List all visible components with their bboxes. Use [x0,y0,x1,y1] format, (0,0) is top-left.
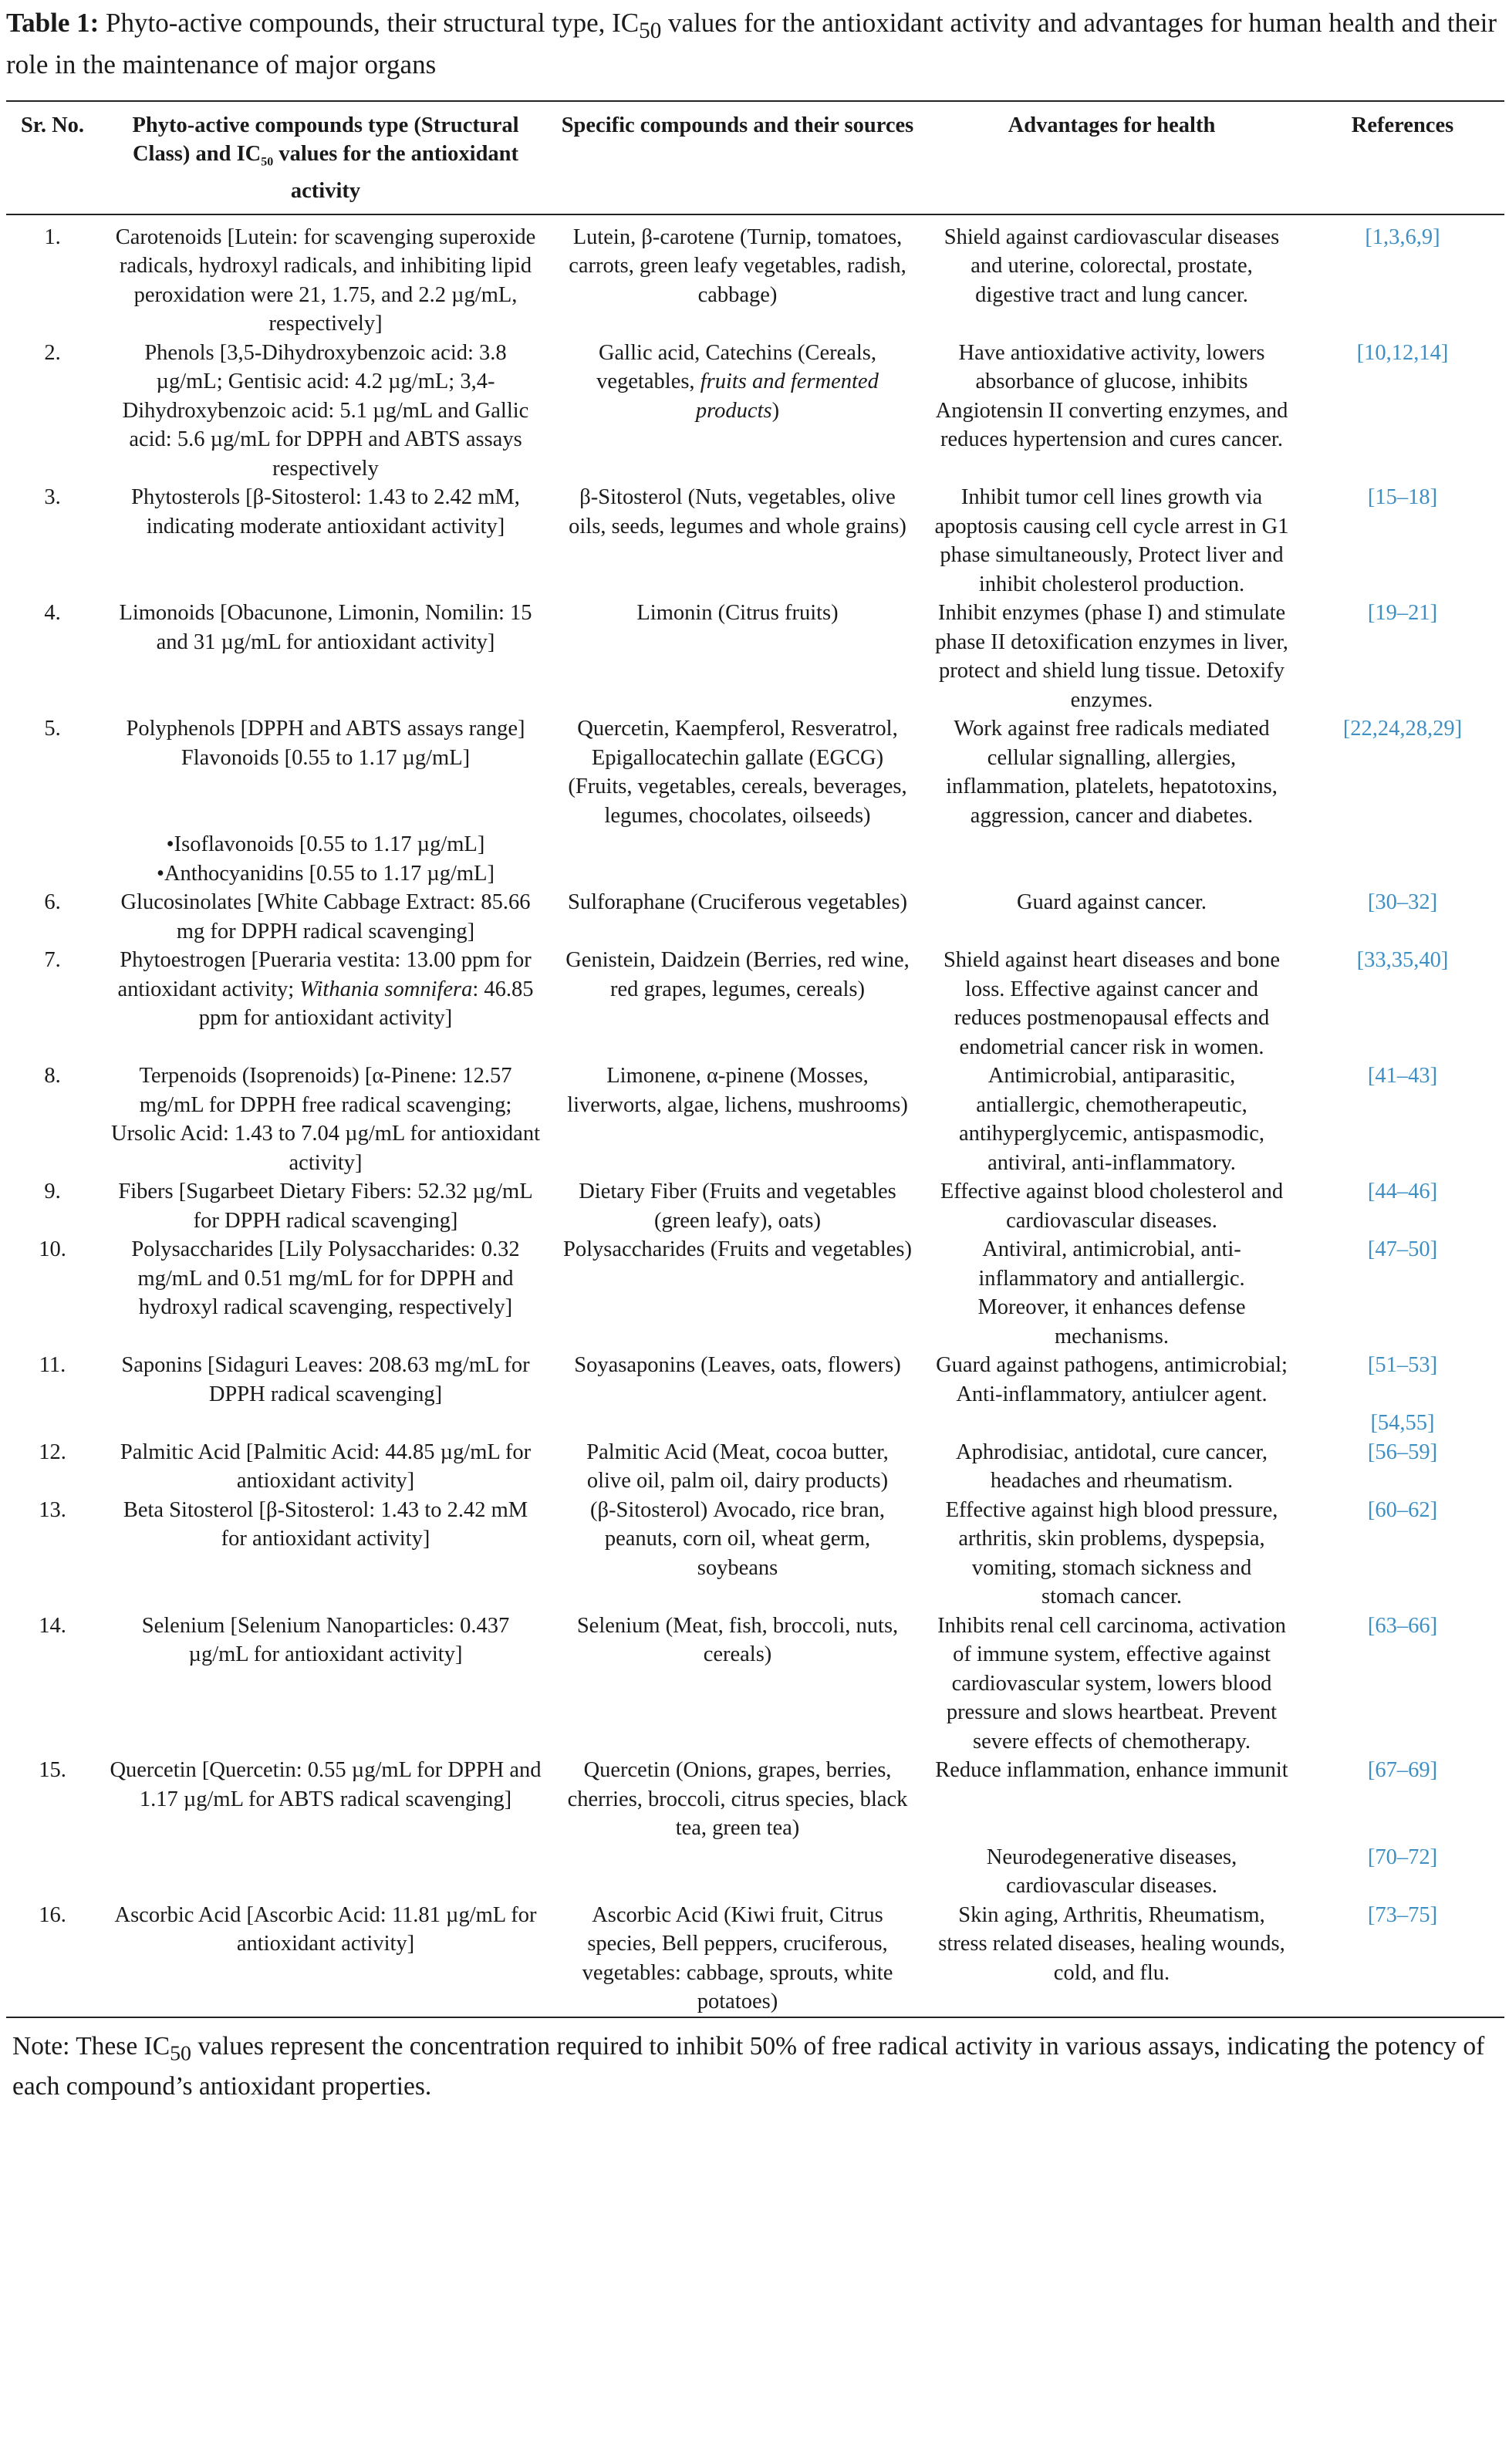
compound-sources: Limonin (Citrus fruits) [636,601,839,626]
references[interactable] [1301,1235,1504,1351]
references[interactable] [1301,339,1504,484]
caption-subscript: 50 [639,19,662,43]
reference-link[interactable]: [60–62] [1367,1497,1438,1522]
sr-no: 14. [39,1613,66,1638]
references[interactable] [1301,214,1504,339]
compounds-table [6,100,1504,2018]
header-advantages: Advantages for health [1008,113,1216,137]
sr-no: 1. [44,224,61,249]
sr-no: 12. [39,1440,66,1464]
compound-sources: Palmitic Acid (Meat, cocoa butter, olive oil, palm oil, dairy products) [586,1440,889,1494]
reference-link[interactable]: [73–75] [1367,1902,1438,1927]
compound-sources: Lutein, β-carotene (Turnip, tomatoes, carrots, green leafy vegetables, radish, cabbage) [569,224,906,307]
compound-type: Terpenoids (Isoprenoids) [α-Pinene: 12.57 mg/mL for DPPH free radical scavenging; Ursolic Acid: 1.43 to 7.04 µg/mL for antioxidant activity] [110,1064,540,1175]
compound-sources: (β-Sitosterol) Avocado, rice bran, peanuts, corn oil, wheat germ, soybeans [590,1497,885,1580]
references[interactable] [1301,599,1504,714]
table-row [6,714,1504,830]
compound-type: Carotenoids [Lutein: for scavenging superoxide radicals, hydroxyl radicals, and inhibiting lipid peroxidation were 21, 1.75, and 2.2 µg/mL, respectively] [115,224,536,336]
health-advantages: Inhibit enzymes (phase I) and stimulate phase II detoxification enzymes in liver, protect and shield lung tissue. Detoxify enzymes. [935,601,1288,712]
sr-no: 15. [39,1758,66,1783]
table-row [6,483,1504,599]
compound-sources: β-Sitosterol (Nuts, vegetables, olive oils, seeds, legumes and whole grains) [569,485,906,538]
table-row [6,1496,1504,1612]
header-sources: Specific compounds and their sources [561,113,914,137]
compound-type: Phytoestrogen [Pueraria vestita: 13.00 ppm for antioxidant activity; Withania somnifera: 46.85 ppm for antioxidant activity] [117,948,534,1031]
compound-type: Phenols [3,5-Dihydroxybenzoic acid: 3.8 µg/mL; Gentisic acid: 4.2 µg/mL; 3,4-Dihydroxybenzoic acid: 5.1 µg/mL and Gallic acid: 5.6 µg/mL for DPPH and ABTS assays respectively [122,340,529,481]
table-header-row [6,101,1504,214]
sr-no: 10. [39,1237,66,1262]
compound-sources: Sulforaphane (Cruciferous vegetables) [568,890,907,915]
compound-type: Ascorbic Acid [Ascorbic Acid: 11.81 µg/mL for antioxidant activity] [114,1902,537,1956]
compound-type: Quercetin [Quercetin: 0.55 µg/mL for DPPH and 1.17 µg/mL for ABTS radical scavenging] [110,1758,542,1811]
health-advantages: Effective against blood cholesterol and cardiovascular diseases. [940,1180,1284,1233]
health-advantages: Shield against cardiovascular diseases and uterine, colorectal, prostate, digestive tract and lung cancer. [944,224,1280,307]
references[interactable] [1301,888,1504,946]
table-row [6,1901,1504,2017]
references[interactable] [1301,1351,1504,1438]
compound-type: Polyphenols [DPPH and ABTS assays range] Flavonoids [0.55 to 1.17 µg/mL] [126,717,525,770]
caption-text-cont: values for the antioxidant activity and advantages for human health and their role in the maintenance of major organs [6,8,1497,80]
reference-link[interactable]: [44–46] [1367,1180,1438,1204]
references[interactable] [1301,946,1504,1062]
table-row [6,1062,1504,1177]
sr-no: 4. [44,601,61,626]
table-row [6,214,1504,339]
reference-link[interactable]: [15–18] [1367,485,1438,510]
table-row-sublist [6,830,1504,888]
health-advantages: Guard against cancer. [1016,890,1207,915]
compound-sources: Dietary Fiber (Fruits and vegetables (green leafy), oats) [579,1180,896,1233]
compound-type: Saponins [Sidaguri Leaves: 208.63 mg/mL for DPPH radical scavenging] [121,1353,530,1406]
references[interactable] [1301,1177,1504,1235]
reference-link[interactable]: [19–21] [1367,601,1438,626]
reference-link[interactable]: [47–50] [1367,1237,1438,1262]
flavonoid-subclasses [99,830,552,888]
sr-no: 8. [44,1064,61,1089]
sr-no: 9. [44,1180,61,1204]
reference-link[interactable]: [1,3,6,9] [1365,224,1440,249]
table-row [6,1351,1504,1438]
reference-link[interactable]: [67–69] [1367,1758,1438,1783]
compound-type: Fibers [Sugarbeet Dietary Fibers: 52.32 µg/mL for DPPH radical scavenging] [118,1180,533,1233]
table-row [6,1612,1504,1757]
reference-link[interactable]: [33,35,40] [1356,948,1449,973]
table-row [6,1177,1504,1235]
compound-type: Selenium [Selenium Nanoparticles: 0.437 µg/mL for antioxidant activity] [141,1613,510,1667]
reference-link[interactable]: [41–43] [1367,1064,1438,1089]
sr-no: 16. [39,1902,66,1927]
health-advantages: Guard against pathogens, antimicrobial; Anti-inflammatory, antiulcer agent. [936,1353,1288,1406]
references[interactable] [1301,483,1504,599]
compound-sources: Gallic acid, Catechins (Cereals, vegetables, fruits and fermented products) [596,340,879,423]
references[interactable] [1301,1756,1504,1901]
table-row [6,888,1504,946]
reference-link[interactable]: [63–66] [1367,1613,1438,1638]
health-advantages: Antiviral, antimicrobial, anti-inflammatory and antiallergic. Moreover, it enhances defense mechanisms. [977,1237,1246,1348]
sr-no: 6. [44,890,61,915]
compound-sources: Quercetin (Onions, grapes, berries, cherries, broccoli, citrus species, black tea, green tea) [567,1758,908,1841]
references[interactable] [1301,1438,1504,1496]
sr-no: 3. [44,485,61,510]
compound-type: Beta Sitosterol [β-Sitosterol: 1.43 to 2.42 mM for antioxidant activity] [123,1497,528,1551]
table-row [6,339,1504,484]
table-caption [6,5,1504,83]
compound-sources: Quercetin, Kaempferol, Resveratrol, Epigallocatechin gallate (EGCG) (Fruits, vegetables, cereals, beverages, legumes, chocolates, oilseeds) [568,717,907,828]
table-row [6,1756,1504,1901]
health-advantages: Skin aging, Arthritis, Rheumatism, stress related diseases, healing wounds, cold, and flu. [938,1902,1285,1985]
reference-link[interactable]: [30–32] [1367,890,1438,915]
health-advantages: Aphrodisiac, antidotal, cure cancer, headaches and rheumatism. [955,1440,1268,1494]
reference-link[interactable]: [22,24,28,29] [1342,717,1463,741]
table-row [6,1438,1504,1496]
references[interactable] [1301,1901,1504,2017]
references[interactable] [1301,714,1504,830]
sr-no: 13. [39,1497,66,1522]
table-note: Note: These $IC_{50}$ values represent the concentration required to inhibit 50% of free radical activity in various assays, indicating the potency of each compound’s antioxidant properties. [12,2031,1485,2101]
health-advantages: Reduce inflammation, enhance immunit Neurodegenerative diseases, cardiovascular diseases. [935,1758,1288,1899]
reference-link[interactable]: [56–59] [1367,1440,1438,1464]
health-advantages: Shield against heart diseases and bone loss. Effective against cancer and reduces postmenopausal effects and endometrial cancer risk in women. [943,948,1281,1059]
caption-label: Table 1: [6,8,100,38]
table-row [6,946,1504,1062]
compound-sources: Soyasaponins (Leaves, oats, flowers) [574,1353,901,1378]
sublist-item: •Anthocyanidins [0.55 to 1.17 µg/mL] [156,861,495,886]
sublist-item: •Isoflavonoids [0.55 to 1.17 µg/mL] [166,832,485,857]
compound-sources: Polysaccharides (Fruits and vegetables) [563,1237,912,1262]
references[interactable] [1301,1496,1504,1612]
reference-link[interactable]: [54,55] [1370,1411,1435,1436]
compound-sources: Limonene, α-pinene (Mosses, liverworts, algae, lichens, mushrooms) [567,1064,908,1117]
compound-type: Limonoids [Obacunone, Limonin, Nomilin: 15 and 31 µg/mL for antioxidant activity] [119,601,532,654]
references[interactable] [1301,1062,1504,1177]
sr-no: 7. [44,948,61,973]
health-advantages: Antimicrobial, antiparasitic, antiallergic, chemotherapeutic, antihyperglycemic, antispasmodic, antiviral, anti-inflammatory. [959,1064,1264,1175]
header-sr-no: Sr. No. [20,113,85,137]
compound-sources: Ascorbic Acid (Kiwi fruit, Citrus species, Bell peppers, cruciferous, vegetables: cabbage, sprouts, white potatoes) [582,1902,893,2014]
sr-no: 5. [44,717,61,741]
sr-no: 2. [44,340,61,365]
health-advantages: Inhibit tumor cell lines growth via apoptosis causing cell cycle arrest in G1 phase simultaneously, Protect liver and inhibit cholesterol production. [934,485,1289,596]
caption-text: Phyto-active compounds, their structural type, IC [99,8,640,38]
health-advantages: Inhibits renal cell carcinoma, activation of immune system, effective against cardiovascular system, lowers blood pressure and slows heartbeat. Prevent severe effects of chemotherapy. [937,1613,1286,1753]
compound-type: Phytosterols [β-Sitosterol: 1.43 to 2.42 mM, indicating moderate antioxidant activity] [131,485,520,538]
health-advantages: Work against free radicals mediated cellular signalling, allergies, inflammation, platelets, hepatotoxins, aggression, cancer and diabetes. [946,717,1278,828]
compound-sources: Selenium (Meat, fish, broccoli, nuts, cereals) [576,1613,899,1667]
header-compound-type: Phyto-active compounds type (Structural Class) and $IC_{50}$ values for the antioxidant activity [132,113,519,204]
compound-type: Glucosinolates [White Cabbage Extract: 85.66 mg for DPPH radical scavenging] [120,890,531,943]
table-row [6,599,1504,714]
compound-type: Polysaccharides [Lily Polysaccharides: 0.32 mg/mL and 0.51 mg/mL for for DPPH and hydroxyl radical scavenging, respectively] [131,1237,520,1320]
health-advantages: Have antioxidative activity, lowers absorbance of glucose, inhibits Angiotensin II converting enzymes, and reduces hypertension and cures cancer. [935,340,1288,452]
reference-link[interactable]: [10,12,14] [1356,340,1449,365]
health-advantages: Effective against high blood pressure, arthritis, skin problems, dyspepsia, vomiting, stomach sickness and stomach cancer. [945,1497,1278,1609]
reference-link[interactable]: [51–53] [1367,1353,1438,1378]
table-row [6,1235,1504,1351]
references[interactable] [1301,1612,1504,1757]
compound-type: Palmitic Acid [Palmitic Acid: 44.85 µg/mL for antioxidant activity] [120,1440,532,1494]
sr-no: 11. [39,1353,66,1378]
header-references: References [1351,113,1454,137]
compound-sources: Genistein, Daidzein (Berries, red wine, red grapes, legumes, cereals) [565,948,910,1001]
reference-link[interactable]: [70–72] [1367,1845,1438,1869]
